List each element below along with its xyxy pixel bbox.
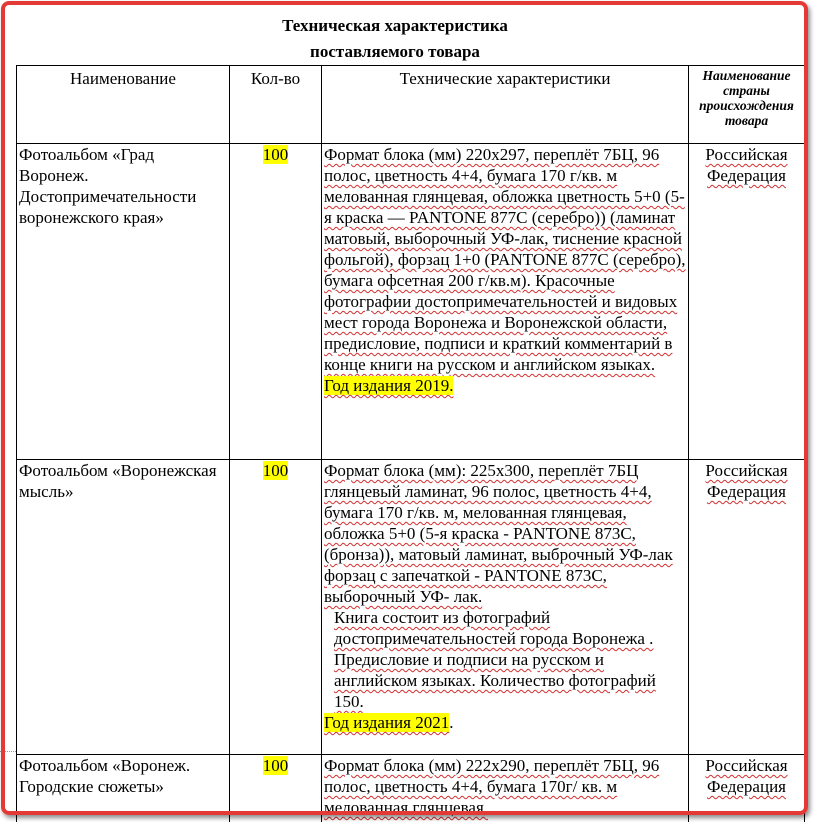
cell-specs [322, 460, 689, 755]
cell-name: Фотоальбом «Град Воронеж. Достопримечательности воронежского края» [17, 144, 230, 460]
qty-value: 100 [262, 461, 289, 480]
cell-specs [322, 144, 689, 460]
table-header-row [17, 66, 805, 144]
country-text: Российская Федерация [705, 756, 788, 796]
col-header-specs: Технические характеристики [322, 66, 689, 144]
cell-specs [322, 755, 689, 822]
country-text: Российская Федерация [705, 461, 788, 501]
cell-qty [230, 460, 322, 755]
cell-name: Фотоальбом «Воронеж. Городские сюжеты» [17, 755, 230, 822]
cell-qty [230, 755, 322, 822]
col-header-name: Наименование [17, 66, 230, 144]
spec-table [16, 65, 805, 822]
country-text: Российская Федерация [705, 145, 788, 185]
table-row [17, 460, 805, 755]
cell-qty [230, 144, 322, 460]
qty-value: 100 [262, 145, 289, 164]
cell-country [689, 144, 805, 460]
year-tail: . [449, 713, 454, 732]
cell-country [689, 460, 805, 755]
specs-text: Формат блока (мм): 225х300, переплёт 7БЦ глянцевый ламинат, 96 полос, цветность 4+4, бумага 170 г/кв. м, мелованная глянцевая, обложка 5+0 (5-я краска - PANTONE 873С, (бронза)), матовый ламинат, выброчный УФ-лак форзац с запечаткой - PANTONE 873С, выборочный УФ- лак. [324, 461, 673, 606]
table-row [17, 144, 805, 460]
specs-text: Формат блока (мм) 220х297, переплёт 7БЦ, 96 полос, цветность 4+4, бумага 170 г/кв. м мелованная глянцевая, обложка цветность 5+0 (5-я краска — PANTONE 877С (серебро)) (ламинат матовый, выборочный УФ-лак, тиснение красной фольгой), форзац 1+0 (PANTONE 877С (серебро), бумага офсетная 200 г/кв.м). Красочные фотографии достопримечательностей и видовых мест города Воронежа и Воронежской области, предисловие, подписи и краткий комментарий в конце книги на русском и английском языках. [324, 145, 686, 374]
col-header-country: Наименование страны происхождения товара [689, 66, 805, 144]
cell-name: Фотоальбом «Воронежская мысль» [17, 460, 230, 755]
doc-title-line2: поставляемого товара [310, 42, 480, 61]
qty-value: 100 [262, 756, 289, 775]
col-header-qty: Кол-во [230, 66, 322, 144]
year-text: Год издания 2021 [324, 713, 450, 732]
specs-text-2: Книга состоит из фотографий достопримечательностей города Воронежа . Предисловие и подписи на русском и английском языках. Количество фотографий 150. [334, 608, 656, 711]
page-break-marker [0, 751, 16, 752]
specs-text: Формат блока (мм) 222х290, переплёт 7БЦ, 96 полос, цветность 4+4, бумага 170г/ кв. м мелованная глянцевая, [324, 756, 660, 817]
cell-country [689, 755, 805, 822]
year-text: Год издания 2019. [324, 376, 454, 395]
table-row [17, 755, 805, 822]
doc-title-line1: Техническая характеристика [282, 16, 508, 35]
